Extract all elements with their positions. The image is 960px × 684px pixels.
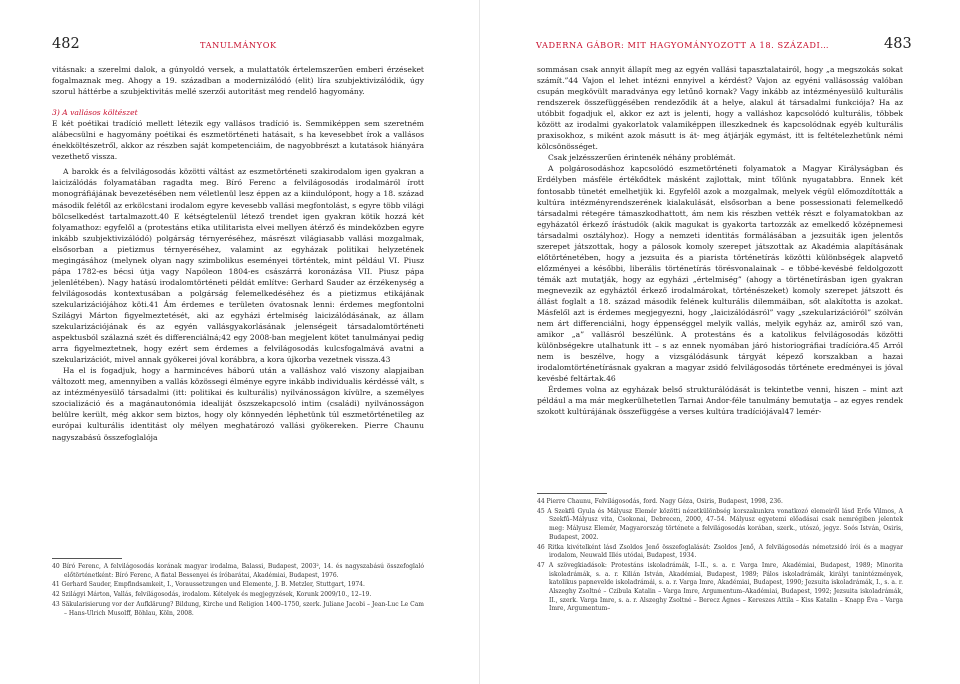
page-number-right: 483: [884, 36, 912, 52]
footnote: 41 Gerhard Sauder, Empfindsamkeit, I., Voraussetzungen und Elemente, J. B. Metzler, Stuttgart, 1974.: [52, 581, 365, 589]
paragraph: Ha el is fogadjuk, hogy a harmincéves háború után a valláshoz való viszony alapjaiban változott meg, amennyiben a vallás közössegi élménye egyre inkább individualis kérdéssé vált, s az intézményesülő társadalmi (itt: politikai és kulturális) nyilvánosságon kívülre, a személyes szocializáció és a magánautonómia idealiját öszszekapcsoló intim (családi) nyilvánosságon belülre került, még akkor sem biztos, hogy oly könnyedén léphetünk túl eszmetörténetileg az európai kulturális identitást oly mélyen meghatározó vallási gyökereken. Pierre Chaunu nagyszabású összefoglalója: [52, 366, 424, 442]
paragraph: Csak jelzésszerűen érintenék néhány problémát.: [548, 153, 736, 163]
footnote-rule: [537, 493, 607, 494]
footnote: 40 Bíró Ferenc, A felvilágosodás korának magyar irodalma, Balassi, Budapest, 2003², 14. és nagyszabású összefoglaló előtörténetként: Bíró Ferenc, A fiatal Bessenyei és íróbarátai, Akadémiai, Budapest, 1976.: [52, 563, 424, 579]
running-head-left: TANULMÁNYOK: [200, 40, 277, 50]
paragraph: vitásnak: a szerelmi dalok, a gúnyoldó versek, a mulattatók értelemszerűen emberi érzéseket fogalmaznak meg. Ahogy a 19. században a modernizálódó (elit) líra szubjektivizálódik, úgy szorul háttérbe a szubjektivitás mellé szerzői autoritást meg rendelő hagyomány.: [52, 65, 424, 97]
paragraph: sommásan csak annyit állapít meg az egyén vallási tapasztalatairól, hogy „a megszokás sokat számít.”44 Vajon el lehet intézni ennyivel a kérdést? Vajon az egyéni vallásosság valóban csupán megkövült maradványa egy letűnő kornak? Vagy inkább az intézményesülő kulturális rendszerek összefüggésében rendeződik át a helye, alakul át társadalmi funkciója? Ha az utóbbit fogadjuk el, akkor ez azt is jelenti, hogy a valláshoz kapcsolódó kulturális, többek között az irodalmi gyakorlatok valamiképpen illeszkednek és kapcsolódnak egyéb kulturális praxisokhoz, s miként azok másutt is át- meg átjárják egymást, itt is feltételezhetünk némi kölcsönösséget.: [537, 65, 903, 152]
left-body-text: [52, 64, 424, 443]
paragraph: A polgárosodáshoz kapcsolódó eszmetörténeti folyamatok a Magyar Királyságban és Erdélyben másféle értékődtek másként zajlottak, mint tőlünk nyugatabbra. Ennek két fontosabb tünetét emelhetjük ki. Egyfelől azok a mozgalmak, melyek végül előmozdították a kultúra intézményrendszerének kialakulását, elsősorban a bene possessionati felemelkedő társadalmi rétegére támaszkodhattott, ám nem kis részben vették részt e folyamatokban az egyházatól érkező írástudók (akik magukat is gyakorta tartozzák az emelkedő középnemesi társadalmi osztályhoz). Hogy a nemzeti identitás formálásában a jezsuiták igen jelentős szerepet játszottak, hogy a pálosok komoly szerepet játszottak az Akadémia alapításának előtörténetében, hogy a jezsuita és a piarista történetírás közötti különbségek alapvető előzményei a későbbi, liberális történetírás törésvonalainak – e többé-kevésbé feldolgozott témák azt mutatják, hogy az egyházi „értelmiség” (ahogy a történetírásban igen gyakran megnevezik az egyháztól érkező irodalmárokat, történészeket) komoly szerepet játszott és állást foglalt a 18. század második felének kulturális dilemmáiban, sőt alakította is azokat. Másfelől azt is érdemes megjegyezni, hogy „laicizálódásról” vagy „szekularizációról” szólván nem árt differenciálni, hogy éppenséggel melyik vallás, melyik egyház az, amiről szó van, amikor „a” vallásról beszélünk. A protestáns és a katolikus felvilágosodás közötti különbségekre utalhatunk itt – s az ennek nyomában járó historiográfiai tradícióra.45 Arról nem is beszélve, hogy a vizsgálódásunk tárgyát képező korszakban a hazai irodalomtörténetírásnak gyakran a magyar zsidó felvilágosodás története eredményei is jóval kevésbé feltártak.46: [537, 164, 903, 384]
footnote: 43 Säkularisierung vor der Aufklärung? Bildung, Kirche und Religion 1400–1750, szerk. Juliane Jacobi – Jean-Luc Le Cam – Hans-Ulrich Musolff, Böhlau, Köln, 2008.: [52, 600, 424, 617]
footnote: 45 A Szekfű Gyula és Mályusz Elemér közötti nézetkülönbség korszakunkra vonatkozó elemeiről lásd Erős Vilmos, A Szekfű–Mályusz vita, Csokonai, Debrecen, 2000, 47–54. Mályusz egyetemi előadásai csak nemrégiben jelentek meg: Mályusz Elemér, Magyarország története a felvilágosodás korában, szerk., utószó, jegyz. Soós István, Osiris, Budapest, 2002.: [537, 507, 903, 541]
footnote-rule: [52, 558, 122, 559]
paragraph: E két poétikai tradíció mellett létezik egy vallásos tradíció is. Semmiképpen sem szeretném alábecsülni e hagyomány poétikai és eszmetörténeti hatásait, s ha kevesebbet írok a vallásos énekköltészetről, akkor az részben saját kompetenciáim, de nagyobbrészt a kutatások hiányára vezethető vissza.: [52, 119, 424, 162]
right-page: [480, 0, 960, 684]
running-head-right: VADERNA GÁBOR: MIT HAGYOMÁNYOZOTT A 18. SZÁZADI…: [536, 40, 830, 50]
right-body-text: [537, 64, 903, 418]
page-number-left: 482: [52, 36, 80, 52]
section-heading: 3) A vallásos költészet: [52, 108, 138, 118]
footnote: 47 A szövegkiadások: Protestáns iskoladrámák, I–II., s. a. r. Varga Imre, Akadémiai, Budapest, 1989; Minorita iskoladrámák, s. a. r. Kilián István, Akadémiai, Budapest, 1989; Pálos iskoladrámák, királyi tanintézmények, katolikus papnevelde iskoladrámái, s. a. r. Varga Imre, Akadémiai, Budapest, 1990; Jezsuita iskoladrámák, I., s. a. r. Alszeghy Zsoltné – Czibula Katalin – Varga Imre, Argumentum–Akadémiai, Budapest, 1992; Jezsuita iskoladrámák, II., szerk. Varga Imre, s. a. r. Alszeghy Zsoltné – Berecz Ágnes – Kereszes Attila – Kiss Katalin – Knapp Éva – Varga Imre, Argumentum–: [537, 561, 903, 613]
footnote: 46 Ritka kivételként lásd Zsoldos Jenő összefoglalását: Zsoldos Jenő, A felvilágosodás németzsidó írói és a magyar irodalom, Neuwald Illés utódai, Budapest, 1934.: [537, 543, 903, 560]
footnotes-left: [52, 563, 424, 619]
footnote: 44 Pierre Chaunu, Felvilágosodás, ford. Nagy Géza, Osiris, Budapest, 1998, 236.: [537, 498, 783, 505]
paragraph: A barokk és a felvilágosodás közötti váltást az eszmetörténeti szakirodalom igen gyakran a laicizálódás folyamatában ragadta meg. Bíró Ferenc a felvilágosodás irodalmáról írott monográfiájának bevezetésében nem véletlenül lesz éppen az a kiindulópont, hogy a 18. század második felétől az erkölcstani irodalom egyre kevesebb vallási megfontolást, s egyre több világi bölcselkedést tartalmazott.40 E kétségtelenül létező trendet igen gyakran kötik hozzá két folyamathoz: egyfelől a (protestáns etika utilitarista elvei mellyen átérző és mindeközben egyre inkább szubjektivizálódó) polgárság térnyeréséhez, másrészt világiasabb vallási mozgalmak, elsősorban a pietizmus térnyeréséhez, valamint az egyházak politikai helyzetének megingásához (melynek olyan nagy szimbolikus eseményei történtek, mint például VI. Piusz pápa 1782-es bécsi útja vagy Napóleon 1804-es császárrá koronázása VII. Piusz pápa jelenlétében). Nagy hatású irodalomtörténeti példát említve: Gerhard Sauder az érzékenység a felvilágosodás kontextusában a polgárság felemelkedéséhez és a pietizmus etikájának szekularizációjához köti.41 Ám érdemes e területen óvatosnak lenni: érdemes megfontolni Szilágyi Márton figyelmeztetését, aki az egyházi értelmiség laicizálódásának, az állam szekularizációjának és az egyén vallásgyakorlásának jelenségeit társadalomtörténeti aspektusból szálazná szét és differenciálná;42 egy 2008-ban megjelent kötet tanulmányai pedig arra figyelmeztetnek, hogy ezért sem érdemes a felvilágosodás kulcsfogalmává avatni a szekularizációt, mivel annak gyökerei jóval korábbra, a kora újkorba vezetnek vissza.43: [52, 167, 424, 365]
footnote: 42 Szilágyi Márton, Vallás, felvilágosodás, irodalom. Kételyek és megjegyzések, Korunk 2009/10., 12–19.: [52, 591, 372, 599]
paragraph: Érdemes volna az egyházak belső strukturálódását is tekintetbe venni, hiszen – mint azt például a ma már megkerülhetetlen Tarnai Andor-féle tanulmány bemutatja – az egyes rendek szokott kultúrájának összefüggése a verses kultúra tradíciójával47 lemér-: [537, 385, 903, 417]
footnotes-right: [537, 498, 903, 615]
